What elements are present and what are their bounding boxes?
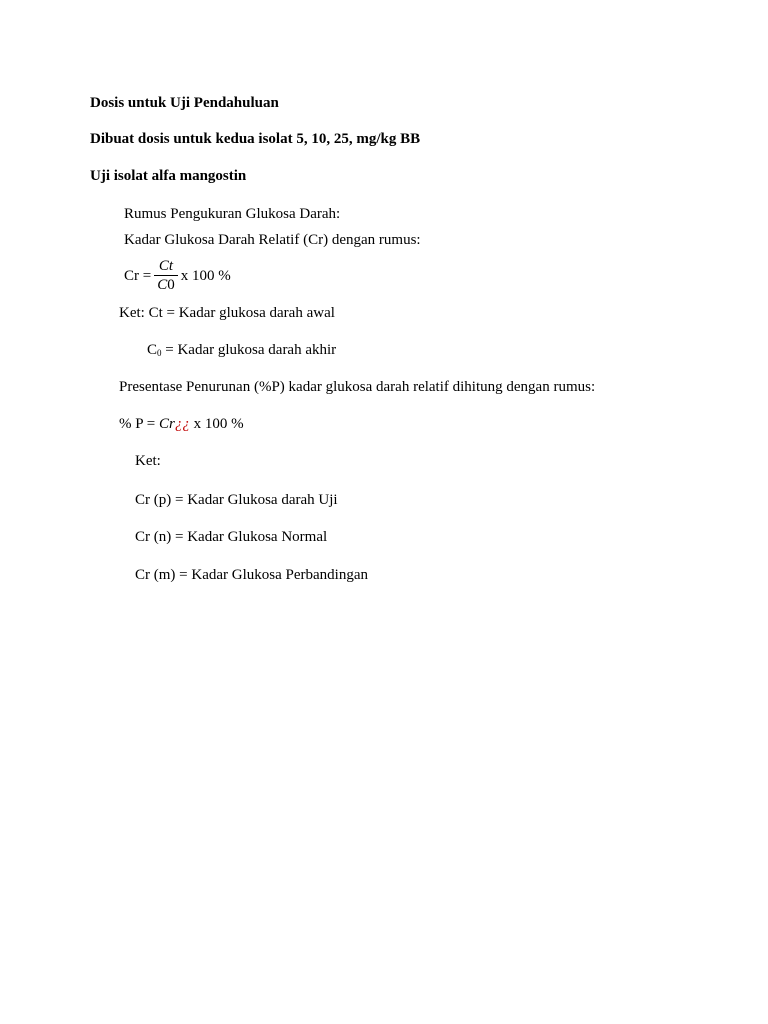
c0-subscript: 0 [157,348,162,358]
denominator-variable: C [157,277,168,293]
c0-definition: = Kadar glukosa darah akhir [165,342,337,358]
ket-c0-line [147,341,336,359]
formula-p-broken-glyphs: ¿¿ [174,416,190,432]
formula-p-lhs: % P = [119,416,156,432]
formula-p-description: Presentase Penurunan (%P) kadar glukosa darah relatif dihitung dengan rumus: [119,379,596,395]
formula-cr-description: Kadar Glukosa Darah Relatif (Cr) dengan rumus: [124,232,421,248]
formula-cr-fraction [154,257,178,294]
formula-p-rhs: x 100 % [193,416,244,432]
denominator-subscript: 0 [167,277,175,293]
ket-p-item-cr-n: Cr (n) = Kadar Glukosa Normal [135,529,328,545]
formula-p-variable: Cr [159,416,175,432]
ket-ct-line: Ket: Ct = Kadar glukosa darah awal [119,305,335,321]
formula-cr-rhs: x 100 % [180,267,231,284]
test-statement: Uji isolat alfa mangostin [90,168,247,184]
fraction-numerator: Ct [154,257,178,276]
section-title: Dosis untuk Uji Pendahuluan [90,95,279,111]
dose-statement: Dibuat dosis untuk kedua isolat 5, 10, 25, mg/kg BB [90,131,421,147]
formula-cr-lhs: Cr = [124,267,152,284]
ket-p-item-cr-p: Cr (p) = Kadar Glukosa darah Uji [135,492,338,508]
formula-cr [124,258,231,295]
formula-intro: Rumus Pengukuran Glukosa Darah: [124,206,341,222]
fraction-denominator [154,276,178,294]
formula-p [119,415,244,433]
ket-p-label: Ket: [135,453,161,469]
ket-p-item-cr-m: Cr (m) = Kadar Glukosa Perbandingan [135,567,368,583]
c0-label: C [147,342,158,358]
